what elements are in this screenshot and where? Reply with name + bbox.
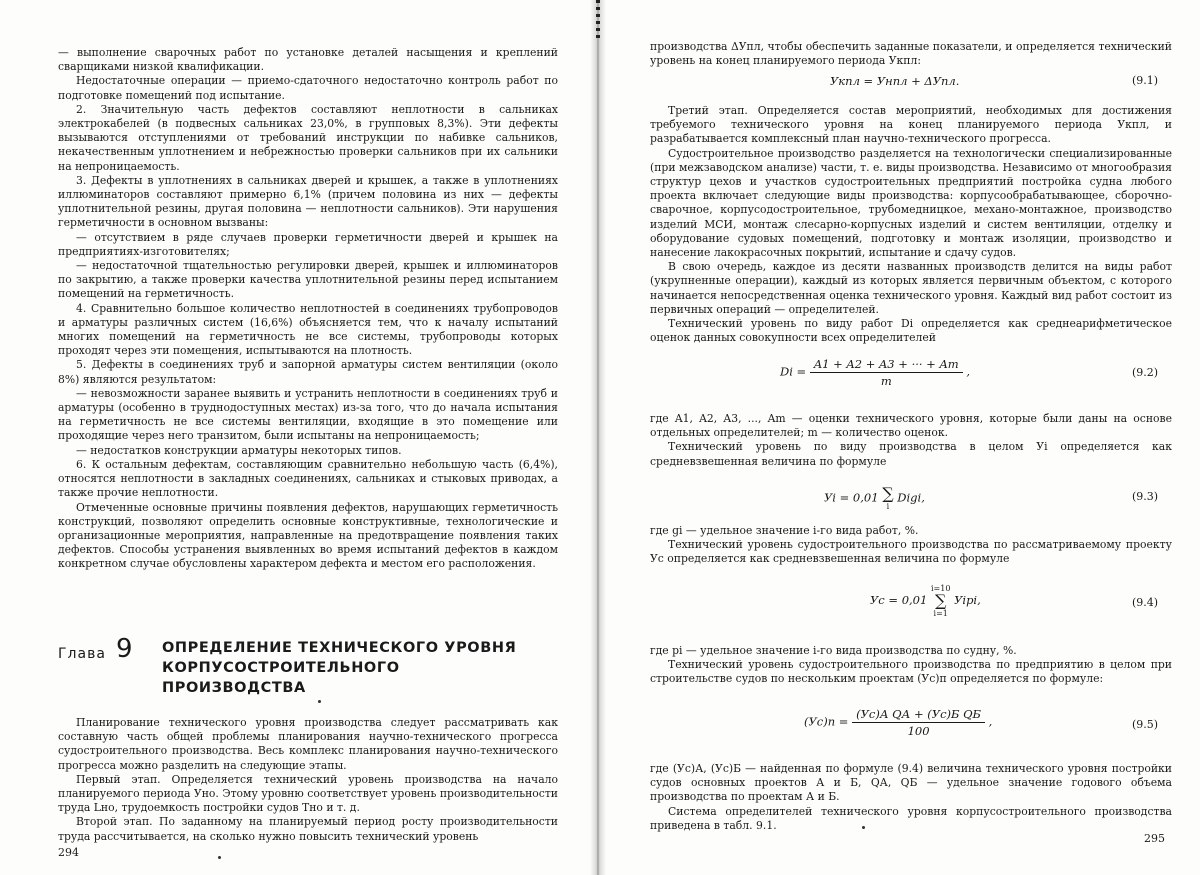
left-text-top (58, 46, 558, 572)
paragraph: — отсутствием в ряде случаев проверки герметичности дверей и крышек на предприятиях-изготовителях; (58, 230, 558, 258)
right-page (604, 0, 1200, 875)
paragraph: 6. К остальным дефектам, составляющим сравнительно небольшую часть (6,4%), относятся неплотности в закладных соединениях, сальниках и стыковых приводах, а также прочие неплотности. (58, 457, 558, 500)
paragraph: — недостаточной тщательностью регулировки дверей, крышек и иллюминаторов по закрытию, а также проверки качества уплотнительной резины перед испытанием помещений на герметичность. (58, 259, 558, 301)
right-text-2 (650, 104, 1172, 345)
print-speck (218, 856, 221, 859)
fraction-numerator: A1 + A2 + A3 + ··· + Am (810, 357, 963, 373)
formula-9-3 (824, 486, 925, 511)
right-text-3 (650, 412, 1172, 469)
paragraph: Судостроительное производство разделяется на технологически специализированные (при межзаводском анализе) части, т. е. виды производства. Независимо от многообразия структур цехов и участков судостроительных предприятий постройка судна любого проекта включает следующие виды производства: корпусообрабатывающее, сборочно-сварочное, корпусодостроительное, трубомедницкое, механо-монтажное, производство изделий МСИ, монтаж слесарно-корпусных изделий и систем вентиляции, отделку и оборудование судовых помещений, подготовку и монтаж изоляции, производство и нанесение лакокрасочных покрытий, испытание и сдачу судов. (650, 146, 1172, 260)
paragraph: 2. Значительную часть дефектов составляют неплотности в сальниках электрокабелей (в подвесных сальниках 23,0%, в групповых 8,3%). Эти дефекты вызываются отступлениями от требований инструкции по набивке сальников, некачественным уплотнением и небрежностью проверки сальников при их сальники на непроницаемость. (58, 102, 558, 173)
formula-number: (9.5) (1132, 718, 1159, 731)
right-text-6 (650, 762, 1172, 833)
paragraph: — недостатков конструкции арматуры некоторых типов. (76, 443, 402, 457)
sum-lower-limit: i=1 (933, 609, 948, 618)
paragraph: Система определителей технического уровня корпусостроительного производства приведена в табл. 9.1. (650, 804, 1172, 832)
formula-lhs: (Ус)п = (804, 714, 849, 729)
formula-number: (9.2) (1132, 366, 1159, 379)
paragraph (58, 773, 558, 816)
right-text-5 (650, 644, 1172, 687)
binding-stitch (596, 0, 600, 40)
paragraph: где gi — удельное значение i-го вида работ, %. (650, 524, 919, 537)
formula-rhs: Уipi, (954, 593, 981, 607)
paragraph: 5. Дефекты в соединениях труб и запорной арматуры систем вентиляции (около 8%) являются результатом: (58, 358, 558, 386)
paragraph: Отмеченные основные причины появления дефектов, нарушающих герметичность конструкций, позволяют определить основные конструктивные, технологические и организационные мероприятия, направленные на предотвращение появления таких дефектов. Способы устранения выявленных во время испытаний дефектов в каждом конкретном случае обусловлены характером дефекта и местом его расположения. (58, 500, 558, 571)
chapter-label: Глава (58, 646, 106, 662)
formula-suffix: , (988, 714, 993, 729)
paragraph: Технический уровень по виду работ Di определяется как среднеарифметическое оценок данных совокупности всех определителей (650, 317, 1172, 345)
print-speck (318, 700, 321, 703)
sum-lower-limit: i (886, 502, 890, 511)
formula-rhs: Digi, (897, 490, 925, 505)
paragraph: Второй этап. По заданному на планируемый период росту производительности труда рассчитывается, на сколько нужно повысить технический уровень (58, 815, 558, 843)
chapter-number: 9 (116, 634, 133, 664)
formula-suffix: , (966, 364, 970, 379)
fraction-denominator: 100 (907, 724, 930, 738)
formula-number: (9.4) (1132, 596, 1159, 609)
paragraph: 4. Сравнительно большое количество неплотностей в соединениях трубопроводов и арматуры различных систем (16,6%) объясняется тем, что к началу испытаний многих помещений на герметичность не все системы, трубопроводы которых проходят через эти помещения, испытываются на плотность. (58, 301, 558, 358)
chapter-heading (58, 634, 558, 694)
formula-9-1: Укпл = Унпл + ΔУпл. (830, 74, 960, 88)
fraction (810, 357, 963, 388)
paragraph: — выполнение сварочных работ по установке деталей насыщения и креплений сварщиками низкой квалификации. (58, 46, 558, 74)
formula-9-2 (780, 357, 970, 388)
left-text-bottom (58, 716, 558, 844)
chapter-title: ОПРЕДЕЛЕНИЕ ТЕХНИЧЕСКОГО УРОВНЯ КОРПУСОСТРОИТЕЛЬНОГО ПРОИЗВОДСТВА (162, 640, 517, 696)
paragraph: где pi — удельное значение i-го вида производства по судну, %. (650, 644, 1017, 657)
page-number-right: 295 (1144, 832, 1165, 845)
paragraph: где (Ус)А, (Ус)Б — найденная по формуле (9.4) величина технического уровня постройки судов основных проектов А и Б, QА, QБ — удельное значение годового объема производства по проектам А и Б. (650, 762, 1172, 804)
formula-lhs: Ус = 0,01 (870, 593, 928, 607)
formula-lhs: Di = (780, 364, 807, 379)
paragraph: Недостаточные операции — приемо-сдаточного недостаточно контроль работ по подготовке помещений под испытание. (58, 74, 558, 102)
paragraph: Технический уровень судостроительного производства по предприятию в целом при строительстве судов по нескольким проектам (Ус)п определяется по формуле: (650, 658, 1172, 686)
right-text-1 (650, 40, 1172, 68)
paragraph: Технический уровень по виду производства в целом Уi определяется как средневзвешенная величина по формуле (650, 440, 1172, 468)
paragraph: В свою очередь, каждое из десяти названных производств делится на виды работ (укрупненные операции), каждый из которых является первичным объектом, с которого начинается непосредственная оценка технического уровня. Каждый вид работ состоит из первичных операций — определителей. (650, 260, 1172, 316)
formula-9-5 (804, 707, 992, 738)
formula-9-4 (870, 584, 981, 618)
fraction-numerator: (Ус)А QА + (Ус)Б QБ (852, 707, 985, 723)
fraction (852, 707, 985, 738)
formula-number: (9.1) (1132, 74, 1159, 87)
print-speck (862, 826, 865, 829)
sum-symbol: ∑ (934, 591, 947, 610)
paragraph: Первый этап. Определяется технический уровень производства на начало планируемого периода Уно. Этому уровню соответствует уровень производительности труда Lно, трудоемкость постройки судов Тно и т. д. (58, 772, 558, 815)
paragraph: Технический уровень судостроительного производства по рассматриваемому проекту Ус определяется как средневзвешенная величина по формуле (650, 538, 1172, 566)
page-number-left: 294 (58, 846, 79, 859)
paragraph: Планирование технического уровня производства следует рассматривать как составную часть общей проблемы планирования научно-технического прогресса судостроительного производства. Весь комплекс планирования научно-технического прогресса можно разделить на следующие этапы. (58, 716, 558, 772)
left-page (0, 0, 594, 875)
sum-upper-limit: i=10 (930, 584, 951, 593)
formula-number: (9.3) (1132, 490, 1159, 503)
formula-lhs: Уi = 0,01 (824, 490, 879, 505)
paragraph: — невозможности заранее выявить и устранить неплотности в соединениях труб и арматуры (особенно в труднодоступных местах) из-за того, что до начала испытания на герметичность не все системы вентиляции, входящие в это помещение или проходящие через него транзитом, были испытаны на непроницаемость; (58, 386, 558, 443)
paragraph: 3. Дефекты в уплотнениях в сальниках дверей и крышек, а также в уплотнениях иллюминаторов составляют примерно 6,1% (причем половина из них — дефекты уплотнительной резины, другая половина — неплотности сальников). Эти нарушения герметичности в основном вызваны: (58, 173, 558, 230)
paragraph: Третий этап. Определяется состав мероприятий, необходимых для достижения требуемого технического уровня на конец планируемого периода Укпл, и разрабатывается комплексный план научно-технического прогресса. (650, 104, 1172, 146)
right-text-4 (650, 524, 1172, 567)
fraction-denominator: m (880, 374, 892, 388)
sum-symbol: ∑ (882, 484, 894, 503)
paragraph: производства ΔУпл, чтобы обеспечить заданные показатели, и определяется технический уровень на конец планируемого периода Укпл: (650, 40, 1172, 68)
paragraph: где A1, A2, A3, ..., Am — оценки технического уровня, которые были даны на основе отдельных определителей; m — количество оценок. (650, 412, 1172, 440)
